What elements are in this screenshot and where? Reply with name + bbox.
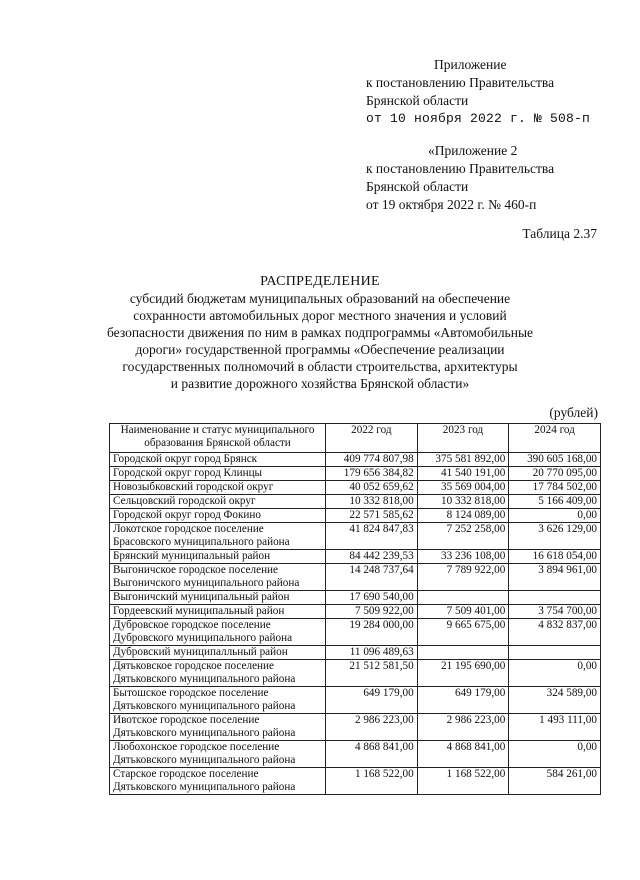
table-row — [110, 741, 601, 768]
table-row — [110, 509, 601, 523]
heading-line: сохранности автомобильных дорог местного значения и условий — [133, 308, 507, 323]
row-2022: 17 690 540,00 — [326, 591, 418, 605]
row-2023: 21 195 690,00 — [417, 660, 509, 687]
row-name: Дубровское городское поселение Дубровского муниципального района — [110, 619, 326, 646]
row-2022: 84 442 239,53 — [326, 550, 418, 564]
row-2023: 2 986 223,00 — [417, 714, 509, 741]
row-2022: 2 986 223,00 — [326, 714, 418, 741]
row-name: Новозыбковский городской округ — [110, 481, 326, 495]
row-2023: 7 252 258,00 — [417, 523, 509, 550]
row-name: Дубровский муниципалльный район — [110, 646, 326, 660]
table-row — [110, 467, 601, 481]
row-2023: 649 179,00 — [417, 687, 509, 714]
row-2023: 7 509 401,00 — [417, 605, 509, 619]
table-row — [110, 646, 601, 660]
row-name: Городской округ город Клинцы — [110, 467, 326, 481]
table-row — [110, 564, 601, 591]
row-2024: 3 754 700,00 — [509, 605, 601, 619]
table-row — [110, 523, 601, 550]
row-2023: 10 332 818,00 — [417, 495, 509, 509]
currency-unit: (рублей) — [549, 405, 598, 420]
row-2022: 409 774 807,98 — [326, 453, 418, 467]
row-2023: 33 236 108,00 — [417, 550, 509, 564]
heading-line: и развитие дорожного хозяйства Брянской области» — [170, 376, 470, 391]
row-2024: 390 605 168,00 — [509, 453, 601, 467]
table-row — [110, 481, 601, 495]
header-2023: 2023 год — [417, 424, 509, 453]
row-2022: 1 168 522,00 — [326, 768, 418, 795]
row-2023: 8 124 089,00 — [417, 509, 509, 523]
distribution-table — [109, 423, 601, 795]
row-2023: 4 868 841,00 — [417, 741, 509, 768]
row-2023 — [417, 591, 509, 605]
table-row — [110, 550, 601, 564]
row-2022: 41 824 847,83 — [326, 523, 418, 550]
row-2024: 3 626 129,00 — [509, 523, 601, 550]
row-2022: 11 096 489,63 — [326, 646, 418, 660]
heading-line: дороги» государственной программы «Обеспечение реализации — [135, 342, 505, 357]
table-row — [110, 495, 601, 509]
row-2023 — [417, 646, 509, 660]
appendix2-title: «Приложение 2 — [428, 143, 518, 158]
table-header-row — [110, 424, 601, 453]
row-name: Ивотское городское поселение Дятьковского муниципального района — [110, 714, 326, 741]
heading-line: государственных полномочий в области строительства, архитектуры — [122, 359, 518, 374]
row-2023: 375 581 892,00 — [417, 453, 509, 467]
row-name: Старское городское поселение Дятьковского муниципального района — [110, 768, 326, 795]
row-name: Любохонское городское поселение Дятьковского муниципального района — [110, 741, 326, 768]
table-row — [110, 453, 601, 467]
heading-title: РАСПРЕДЕЛЕНИЕ — [260, 274, 380, 289]
heading-line: безопасности движения по ним в рамках подпрограммы «Автомобильные — [106, 325, 534, 340]
row-2023: 41 540 191,00 — [417, 467, 509, 481]
table-row — [110, 605, 601, 619]
row-2023: 35 569 004,00 — [417, 481, 509, 495]
row-2024: 324 589,00 — [509, 687, 601, 714]
row-name: Городской округ город Брянск — [110, 453, 326, 467]
row-name: Сельцовский городской округ — [110, 495, 326, 509]
appendix2-region-line: Брянской области — [366, 179, 469, 194]
appendix-header — [366, 56, 590, 128]
row-2023: 1 168 522,00 — [417, 768, 509, 795]
row-2022: 21 512 581,50 — [326, 660, 418, 687]
row-2024: 4 832 837,00 — [509, 619, 601, 646]
row-name: Локотское городское поселение Брасовского муниципального района — [110, 523, 326, 550]
row-name: Дятьковское городское поселение Дятьковского муниципального района — [110, 660, 326, 687]
appendix2-header — [366, 142, 554, 214]
row-2024: 20 770 095,00 — [509, 467, 601, 481]
table-number: Таблица 2.37 — [522, 226, 597, 241]
row-2022: 40 052 659,62 — [326, 481, 418, 495]
table-row — [110, 660, 601, 687]
row-name: Выгоничский муниципальный район — [110, 591, 326, 605]
row-2024: 0,00 — [509, 741, 601, 768]
appendix2-resolution-line: к постановлению Правительства — [366, 161, 555, 176]
row-2023: 9 665 675,00 — [417, 619, 509, 646]
header-2024: 2024 год — [509, 424, 601, 453]
document-heading — [0, 273, 640, 392]
row-2022: 22 571 585,62 — [326, 509, 418, 523]
row-2024: 17 784 502,00 — [509, 481, 601, 495]
row-name: Выгоничское городское поселение Выгоничского муниципального района — [110, 564, 326, 591]
row-name: Брянский муниципальный район — [110, 550, 326, 564]
row-name: Гордеевский муниципальный район — [110, 605, 326, 619]
appendix2-date-number: от 19 октября 2022 г. № 460-п — [366, 197, 537, 212]
row-2022: 14 248 737,64 — [326, 564, 418, 591]
row-2022: 4 868 841,00 — [326, 741, 418, 768]
row-2024: 5 166 409,00 — [509, 495, 601, 509]
row-name: Бытошское городское поселение Дятьковского муниципального района — [110, 687, 326, 714]
table-row — [110, 619, 601, 646]
row-2022: 179 656 384,82 — [326, 467, 418, 481]
row-2024: 16 618 054,00 — [509, 550, 601, 564]
row-2022: 649 179,00 — [326, 687, 418, 714]
row-2022: 19 284 000,00 — [326, 619, 418, 646]
appendix-title: Приложение — [434, 57, 507, 72]
appendix-date-number: от 10 ноября 2022 г. № 508-п — [366, 111, 591, 126]
row-2023: 7 789 922,00 — [417, 564, 509, 591]
row-name: Городской округ город Фокино — [110, 509, 326, 523]
row-2024: 3 894 961,00 — [509, 564, 601, 591]
header-name: Наименование и статус муниципального образования Брянской области — [110, 424, 326, 453]
table-row — [110, 591, 601, 605]
table-row — [110, 714, 601, 741]
appendix-resolution-line: к постановлению Правительства — [366, 75, 555, 90]
row-2022: 10 332 818,00 — [326, 495, 418, 509]
row-2022: 7 509 922,00 — [326, 605, 418, 619]
header-2022: 2022 год — [326, 424, 418, 453]
row-2024: 0,00 — [509, 660, 601, 687]
table-row — [110, 687, 601, 714]
appendix-region-line: Брянской области — [366, 93, 469, 108]
heading-line: субсидий бюджетам муниципальных образований на обеспечение — [129, 291, 511, 306]
table-row — [110, 768, 601, 795]
row-2024 — [509, 591, 601, 605]
row-2024 — [509, 646, 601, 660]
row-2024: 584 261,00 — [509, 768, 601, 795]
row-2024: 0,00 — [509, 509, 601, 523]
row-2024: 1 493 111,00 — [509, 714, 601, 741]
